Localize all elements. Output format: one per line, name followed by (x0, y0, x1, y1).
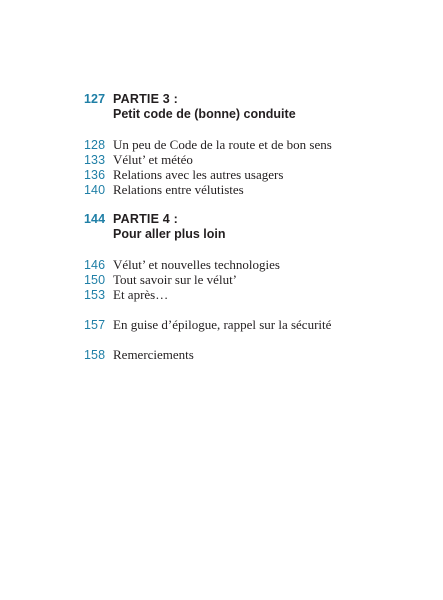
toc-entry-title: Tout savoir sur le vélut’ (113, 272, 238, 287)
toc-entry (84, 287, 168, 303)
toc-page-number: 140 (84, 183, 106, 197)
toc-entry (84, 272, 237, 288)
part-label: PARTIE 4 : (113, 212, 178, 226)
toc-page-number: 128 (84, 138, 106, 152)
part-title: Petit code de (bonne) conduite (113, 107, 296, 121)
toc-page-number: 127 (84, 92, 106, 106)
toc-entry-epilogue (84, 317, 331, 333)
toc-page-number: 150 (84, 273, 106, 287)
toc-page-number: 158 (84, 348, 106, 362)
toc-entry (84, 137, 332, 153)
toc-page-number: 153 (84, 288, 106, 302)
toc-entry (84, 167, 283, 183)
toc-entry-title: Relations avec les autres usagers (113, 167, 284, 182)
toc-entry-title: Un peu de Code de la route et de bon sens (113, 137, 332, 152)
toc-page-number: 136 (84, 168, 106, 182)
toc-entry-title: Vélut’ et nouvelles technologies (113, 257, 280, 272)
toc-entry-title: Remerciements (113, 347, 194, 362)
toc-entry-title: En guise d’épilogue, rappel sur la sécurité (113, 317, 332, 332)
toc-entry-title: Relations entre vélutistes (113, 182, 244, 197)
toc-entry-title: Vélut’ et météo (113, 152, 193, 167)
toc-entry-thanks (84, 347, 194, 363)
toc-entry-title: Et après… (113, 287, 169, 302)
toc-page-number: 146 (84, 258, 106, 272)
toc-entry (84, 182, 244, 198)
toc-part-3-heading (84, 92, 178, 108)
toc-page-number: 133 (84, 153, 106, 167)
toc-page-number: 144 (84, 212, 106, 226)
part-label: PARTIE 3 : (113, 92, 178, 106)
toc-part-4-heading (84, 212, 178, 228)
toc-page-number: 157 (84, 318, 106, 332)
toc-entry (84, 257, 280, 273)
part-title: Pour aller plus loin (113, 227, 226, 241)
toc-entry (84, 152, 193, 168)
